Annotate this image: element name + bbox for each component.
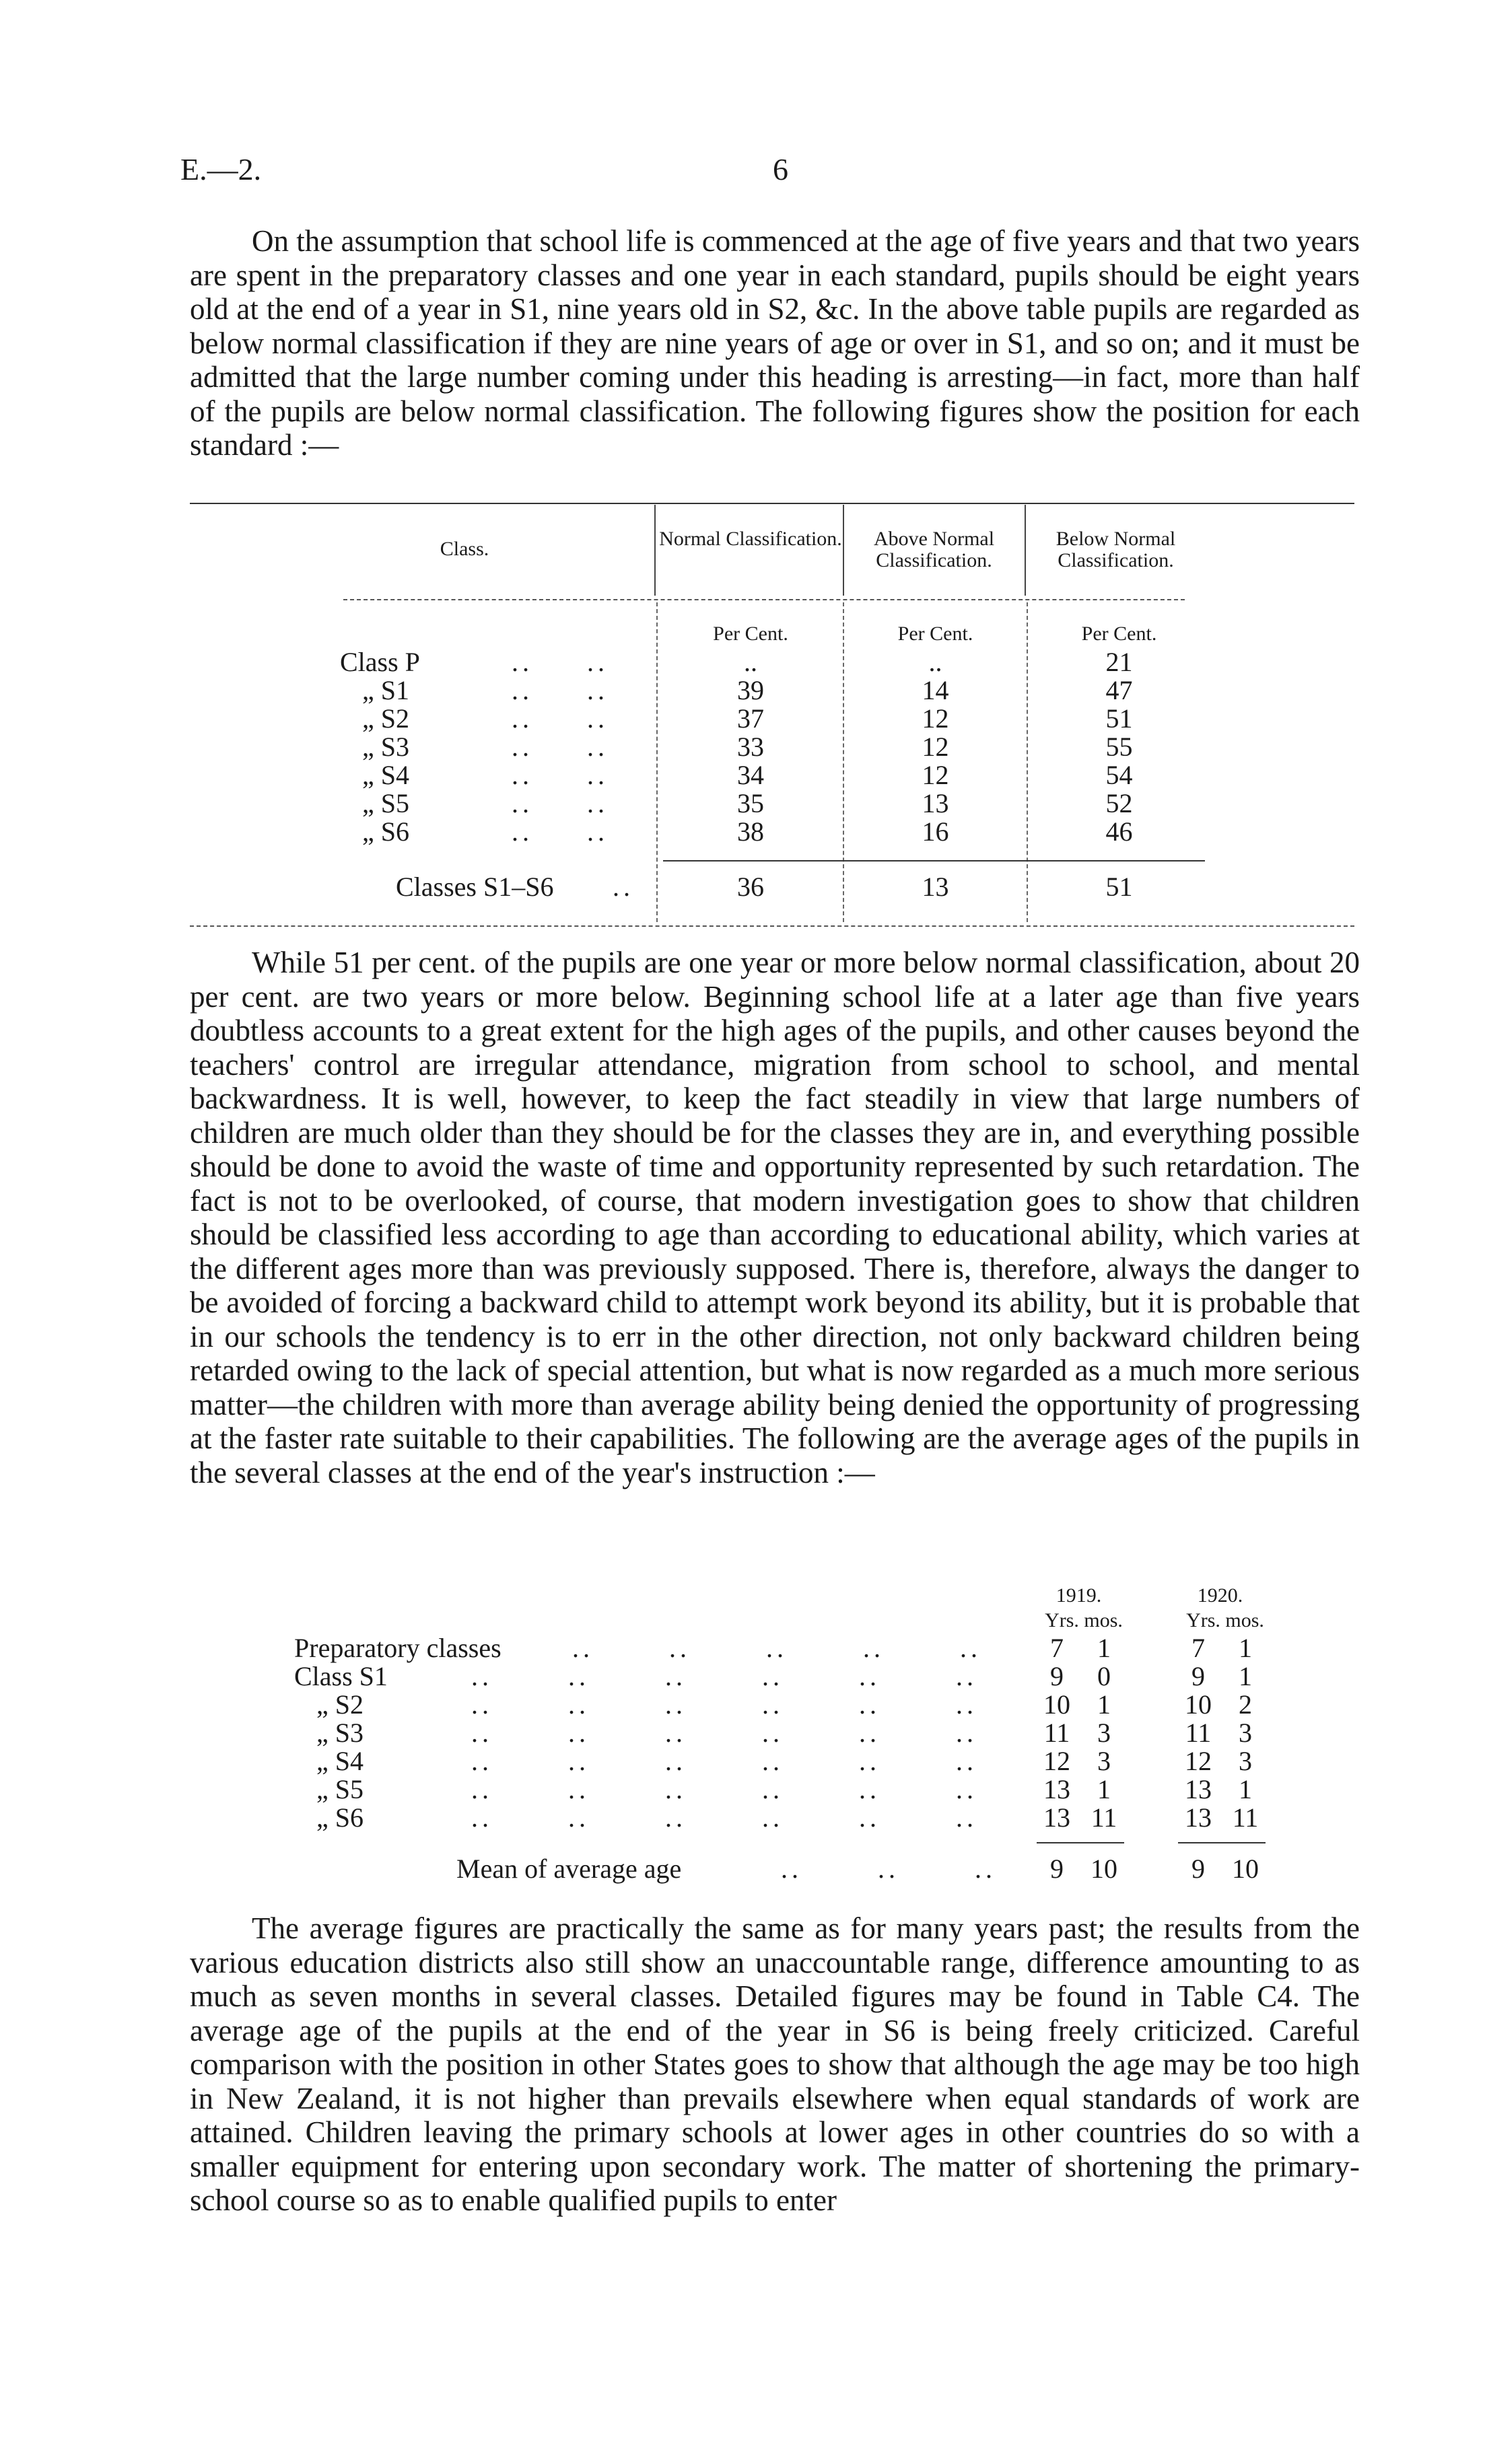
units-1919: Yrs. mos. — [1045, 1609, 1123, 1631]
cell-1919-mos: 11 — [1091, 1802, 1117, 1833]
row-label: „ S6 — [316, 1802, 364, 1833]
row-label: „ S6 — [362, 816, 409, 847]
cell-above: 14 — [922, 675, 949, 705]
cell-1920-yrs: 7 — [1191, 1633, 1205, 1663]
row-label: „ S3 — [316, 1718, 364, 1748]
total-above: 13 — [922, 872, 949, 902]
leader-dots: .. .. .. .. .. — [572, 1633, 981, 1663]
cell-1919-mos: 1 — [1097, 1633, 1111, 1663]
cell-1919-mos: 1 — [1097, 1774, 1111, 1804]
table1-bottom-rule — [190, 925, 1354, 927]
row-label: „ S5 — [362, 788, 409, 818]
mean-rule-1920 — [1178, 1842, 1266, 1843]
cell-normal: 37 — [737, 703, 764, 734]
cell-1920-mos: 1 — [1239, 1661, 1252, 1691]
paragraph-3 — [190, 1911, 1360, 2218]
cell-below: 55 — [1105, 732, 1133, 762]
cell-1920-mos: 1 — [1239, 1633, 1252, 1663]
total-normal: 36 — [737, 872, 764, 902]
mean-1919-mos: 10 — [1091, 1854, 1117, 1884]
cell-1919-yrs: 13 — [1043, 1802, 1070, 1833]
cell-below: 46 — [1105, 816, 1133, 847]
cell-1919-yrs: 11 — [1043, 1718, 1070, 1748]
table1-divider — [1027, 602, 1028, 922]
row-label: „ S4 — [316, 1746, 364, 1776]
cell-1919-yrs: 7 — [1050, 1633, 1064, 1663]
cell-1920-mos: 11 — [1232, 1802, 1259, 1833]
table1-total-rule — [663, 860, 1205, 861]
leader-dots: .. .. — [512, 816, 609, 847]
leader-dots: .. .. .. .. .. .. — [471, 1689, 977, 1720]
cell-above: 13 — [922, 788, 949, 818]
table1-unit-above: Per Cent. — [897, 623, 973, 645]
cell-above: 12 — [922, 732, 949, 762]
cell-normal: .. — [744, 647, 757, 677]
cell-normal: 38 — [737, 816, 764, 847]
row-label: „ S3 — [362, 732, 409, 762]
total-label: Classes S1–S6 — [396, 872, 554, 902]
cell-above: 12 — [922, 703, 949, 734]
paragraph-2-text: While 51 per cent. of the pupils are one year or more below normal classification, about 20 per cent. are two years or more below. Beginning school life at a later age than five years doubtless accounts to a great extent for the high ages of the pupils, and other causes beyond the teachers' control are irregular attendance, migration from school to school, and mental backwardness. It is well, however, to keep the fact steadily in view that large numbers of children are much older than they should be for the classes they are in, and everything possible should be done to avoid the waste of time and opportunity represented by such retardation. The fact is not to be overlooked, of course, that modern investigation goes to show that children should be classified less according to age than according to educational ability, which varies at the different ages more than was previously supposed. There is, therefore, always the danger to be avoided of forcing a backward child to attempt work beyond its ability, but it is probable that in our schools the tendency is to err in the other direction, not only backward children being retarded owing to the lack of special attention, but what is now regarded as a much more serious matter—the children with more than average ability being denied the opportunity of progressing at the faster rate suitable to their capabilities. The following are the average ages of the pupils in the several classes at the end of the year's instruction :— — [190, 946, 1360, 1489]
cell-above: 12 — [922, 760, 949, 790]
leader-dots: .. .. — [512, 760, 609, 790]
table1-divider — [654, 505, 656, 596]
cell-below: 47 — [1105, 675, 1133, 705]
leader-dots: .. .. — [512, 703, 609, 734]
row-label: „ S4 — [362, 760, 409, 790]
cell-1920-yrs: 13 — [1185, 1774, 1212, 1804]
table1-divider — [656, 602, 658, 922]
year-1920: 1920. — [1197, 1584, 1243, 1607]
paragraph-3-text: The average figures are practically the same as for many years past; the results from the various education districts also still show an unaccountable range, difference amounting to as much as seven months in several classes. Detailed figures may be found in Table C4. The average age of the pupils at the end of the year in S6 is being freely criticized. Careful comparison with the position in other States goes to show that although the age may be too high in New Zealand, it is not higher than prevails elsewhere when equal standards of work are attained. Children leaving the primary schools at lower ages in other countries do so with a smaller equipment for entering upon secondary work. The matter of shortening the primary-school course so as to enable qualified pupils to enter — [190, 1911, 1360, 2217]
cell-1920-mos: 2 — [1239, 1689, 1252, 1720]
section-code: E.—2. — [180, 152, 262, 186]
cell-1920-mos: 1 — [1239, 1774, 1252, 1804]
row-label: „ S2 — [362, 703, 409, 734]
year-1919: 1919. — [1056, 1584, 1102, 1607]
units-1920: Yrs. mos. — [1186, 1609, 1264, 1631]
table1-header-rule — [343, 599, 1185, 600]
total-below: 51 — [1105, 872, 1133, 902]
cell-1919-mos: 0 — [1097, 1661, 1111, 1691]
mean-1920-mos: 10 — [1232, 1854, 1259, 1884]
cell-below: 52 — [1105, 788, 1133, 818]
cell-1920-yrs: 11 — [1185, 1718, 1212, 1748]
cell-1919-yrs: 10 — [1043, 1689, 1070, 1720]
cell-1920-yrs: 12 — [1185, 1746, 1212, 1776]
table1-unit-normal: Per Cent. — [713, 623, 788, 645]
cell-normal: 39 — [737, 675, 764, 705]
cell-below: 51 — [1105, 703, 1133, 734]
mean-label: Mean of average age — [456, 1854, 682, 1884]
leader-dots: .. .. .. .. .. .. — [471, 1661, 977, 1691]
leader-dots: .. .. — [512, 647, 609, 677]
leader-dots: .. .. — [512, 675, 609, 705]
cell-1920-mos: 3 — [1239, 1746, 1252, 1776]
table1-header-above: Above Normal Classification. — [873, 528, 995, 571]
cell-1919-mos: 3 — [1097, 1746, 1111, 1776]
leader-dots: .. .. — [512, 788, 609, 818]
mean-rule-1919 — [1037, 1842, 1124, 1843]
paragraph-1 — [190, 224, 1360, 462]
cell-1919-mos: 3 — [1097, 1718, 1111, 1748]
table1-divider — [843, 602, 844, 922]
row-label: „ S5 — [316, 1774, 364, 1804]
table1-divider — [1025, 505, 1026, 596]
cell-1920-mos: 3 — [1239, 1718, 1252, 1748]
paragraph-1-text: On the assumption that school life is commenced at the age of five years and that two years are spent in the preparatory classes and one year in each standard, pupils should be eight years old at the end of a year in S1, nine years old in S2, &c. In the above table pupils are regarded as below normal classification if they are nine years of age or over in S1, and so on; and it must be admitted that the large number coming under this heading is arresting—in fact, more than half of the pupils are below normal classification. The following figures show the position for each standard :— — [190, 224, 1360, 462]
cell-below: 21 — [1105, 647, 1133, 677]
table1-divider — [843, 505, 844, 596]
cell-normal: 33 — [737, 732, 764, 762]
cell-above: 16 — [922, 816, 949, 847]
cell-normal: 35 — [737, 788, 764, 818]
table1-header-class: Class. — [440, 538, 489, 560]
cell-1919-yrs: 9 — [1050, 1661, 1064, 1691]
cell-1920-yrs: 9 — [1191, 1661, 1205, 1691]
cell-1919-mos: 1 — [1097, 1689, 1111, 1720]
row-label: Preparatory classes — [294, 1633, 502, 1663]
leader-dots: .. .. — [512, 732, 609, 762]
cell-above: .. — [928, 647, 942, 677]
cell-1919-yrs: 13 — [1043, 1774, 1070, 1804]
cell-below: 54 — [1105, 760, 1133, 790]
table1-header-below: Below Normal Classification. — [1056, 528, 1176, 571]
row-label: „ S2 — [316, 1689, 364, 1720]
cell-1920-yrs: 13 — [1185, 1802, 1212, 1833]
leader-dots: .. .. .. .. .. .. — [471, 1802, 977, 1833]
leader-dots: .. .. .. .. .. .. — [471, 1746, 977, 1776]
row-label: „ S1 — [362, 675, 409, 705]
table1-header-normal: Normal Classification. — [659, 528, 842, 550]
leader-dots: .. .. .. .. .. .. — [471, 1774, 977, 1804]
cell-1919-yrs: 12 — [1043, 1746, 1070, 1776]
table1-unit-below: Per Cent. — [1081, 623, 1157, 645]
row-label: Class S1 — [294, 1661, 388, 1691]
mean-1920-yrs: 9 — [1191, 1854, 1205, 1884]
row-label: Class P — [340, 647, 420, 677]
table1-top-rule — [190, 503, 1354, 504]
page-number: 6 — [773, 152, 788, 186]
leader-dots: .. .. .. — [781, 1854, 996, 1884]
cell-1920-yrs: 10 — [1185, 1689, 1212, 1720]
leader-dots: .. .. .. .. .. .. — [471, 1718, 977, 1748]
paragraph-2 — [190, 946, 1360, 1489]
leader-dots: .. — [613, 872, 634, 902]
mean-1919-yrs: 9 — [1050, 1854, 1064, 1884]
cell-normal: 34 — [737, 760, 764, 790]
